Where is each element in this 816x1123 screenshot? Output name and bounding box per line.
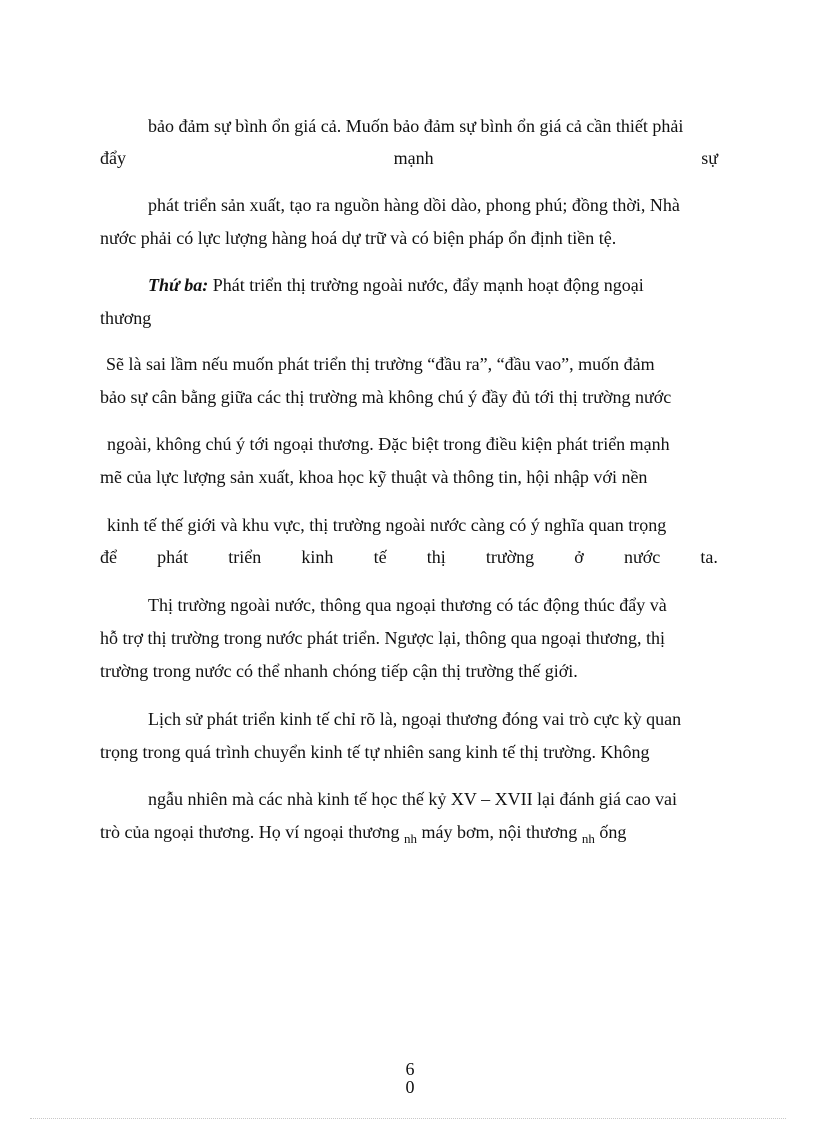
text-line-3: phát triển sản xuất, tạo ra nguồn hàng dồi dào, phong phú; đồng thời, Nhà <box>148 195 680 215</box>
word: triển <box>228 547 262 567</box>
text-line-14: hỗ trợ thị trường trong nước phát triển. Ngược lại, thông qua ngoại thương, thị <box>100 628 666 648</box>
text-line-8: bảo sự cân bằng giữa các thị trường mà không chú ý đầy đủ tới thị trường nước <box>100 387 672 407</box>
page-border-dotted <box>30 1118 786 1119</box>
word: thị <box>426 547 446 567</box>
word: ta. <box>700 547 718 567</box>
page-number-digit-2: 0 <box>405 1077 415 1097</box>
text-line-19 <box>100 821 626 845</box>
text-line-4: nước phải có lực lượng hàng hoá dự trữ và có biện pháp ổn định tiền tệ. <box>100 228 617 248</box>
word: ở <box>574 547 584 567</box>
word: kinh <box>301 547 334 567</box>
text-line-17: trọng trong quá trình chuyển kinh tế tự nhiên sang kinh tế thị trường. Không <box>100 742 650 762</box>
word: để <box>100 547 117 567</box>
word: sự <box>701 148 718 168</box>
word: tế <box>373 547 387 567</box>
text-line-13: Thị trường ngoài nước, thông qua ngoại thương có tác động thúc đẩy và <box>148 595 667 615</box>
text-line-10: mẽ của lực lượng sản xuất, khoa học kỹ thuật và thông tin, hội nhập với nền <box>100 467 648 487</box>
small-fragment: nh <box>404 831 418 846</box>
text-line-5 <box>148 274 718 296</box>
text-line-18: ngẫu nhiên mà các nhà kinh tế học thế kỷ XV – XVII lại đánh giá cao vai <box>148 789 677 809</box>
word: trường <box>485 547 535 567</box>
small-fragment: nh <box>581 831 595 846</box>
text-line-2 <box>100 147 718 169</box>
text-line-12 <box>100 546 718 568</box>
text-line-11: kinh tế thế giới và khu vực, thị trường ngoài nước càng có ý nghĩa quan trọng <box>107 515 667 535</box>
word: đẩy <box>100 148 126 168</box>
text-line-9: ngoài, không chú ý tới ngoại thương. Đặc biệt trong điều kiện phát triển mạnh <box>107 434 670 454</box>
text-line-16: Lịch sử phát triển kinh tế chỉ rõ là, ngoại thương đóng vai trò cực kỳ quan <box>148 709 682 729</box>
page-number-digit-1: 6 <box>405 1059 415 1079</box>
text-run: trò của ngoại thương. Họ ví ngoại thương <box>100 822 400 842</box>
text-line-7: Sẽ là sai lầm nếu muốn phát triển thị trường “đầu ra”, “đầu vao”, muốn đảm <box>106 354 655 374</box>
text-line-6: thương <box>100 308 152 328</box>
section-heading-label: Thứ ba: <box>148 275 209 295</box>
section-heading-text: Phát triển thị trường ngoài nước, đẩy mạnh hoạt động ngoại <box>212 275 644 295</box>
word: nước <box>623 547 661 567</box>
word: mạnh <box>393 148 434 168</box>
word: phát <box>157 547 189 567</box>
text-line-1: bảo đảm sự bình ổn giá cả. Muốn bảo đảm sự bình ổn giá cả cần thiết phải <box>148 116 684 136</box>
text-run: ống <box>599 822 627 842</box>
text-run: máy bơm, nội thương <box>421 822 578 842</box>
text-line-15: trường trong nước có thể nhanh chóng tiếp cận thị trường thế giới. <box>100 661 578 681</box>
